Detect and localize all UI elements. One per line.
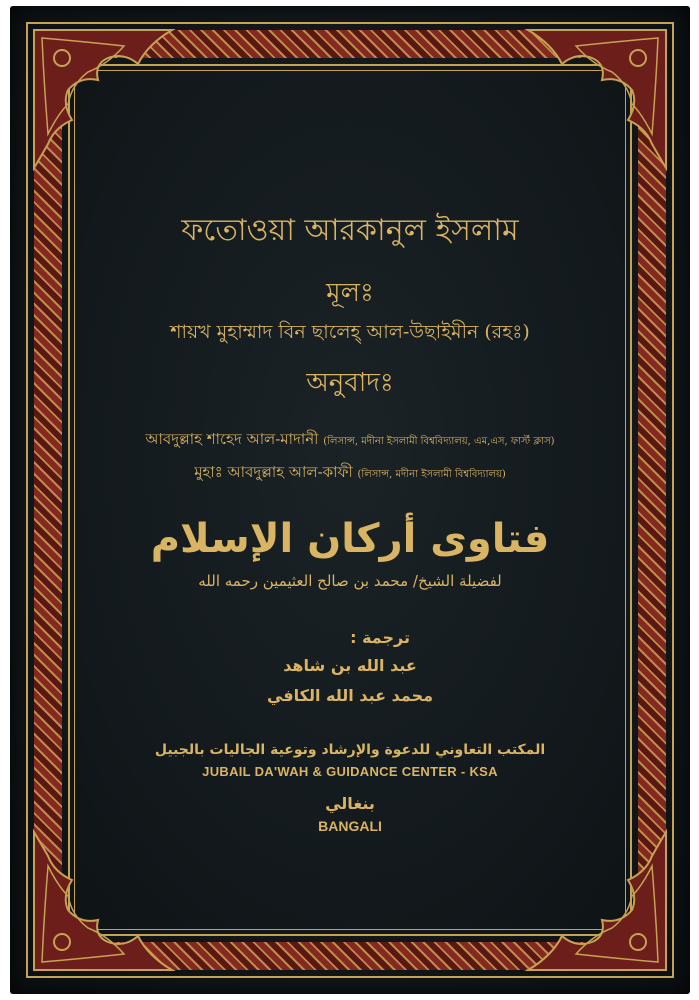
corner-ornament-icon [522, 24, 672, 174]
translator-2-note: (লিসান্স, মদীনা ইসলামী বিশ্ববিদ্যালয়) [357, 469, 506, 480]
bengali-author: শায়খ মুহাম্মাদ বিন ছালেহ্ আল-উছাইমীন (রহঃ) [170, 321, 530, 343]
english-publisher: JUBAIL DA'WAH & GUIDANCE CENTER - KSA [202, 764, 498, 779]
bengali-translation-label: অনুবাদঃ [306, 368, 394, 398]
arabic-title: فتاوى أركان الإسلام [150, 516, 550, 562]
arabic-translation-label: ترجمة : [350, 628, 410, 647]
translator-1-note: (লিসান্স, মদীনা ইসলামী বিশ্ববিদ্যালয়, এম,এস, ফার্স্ট ক্লাস) [323, 436, 555, 447]
corner-ornament-icon [28, 826, 178, 976]
book-cover [10, 6, 690, 994]
arabic-publisher: المكتب التعاوني للدعوة والإرشاد وتوعية الجاليات بالجبيل [154, 742, 546, 758]
corner-ornament-icon [28, 24, 178, 174]
english-language: BANGALI [318, 818, 382, 834]
arabic-translator-2: محمد عبد الله الكافي [266, 686, 433, 705]
ornamental-frame [26, 22, 674, 978]
bengali-original-label: মূলঃ [326, 278, 374, 308]
bengali-translator-2 [10, 461, 690, 486]
bengali-title: ফতোওয়া আরকানুল ইসলাম [181, 213, 519, 248]
arabic-author: لفضيلة الشيخ/ محمد بن صالح العثيمين رحمه الله [198, 572, 502, 590]
bengali-translator-1 [10, 428, 690, 453]
corner-ornament-icon [522, 826, 672, 976]
translator-1-name: আবদুল্লাহ শাহেদ আল-মাদানী [145, 430, 319, 448]
arabic-translator-1: عبد الله بن شاهد [283, 656, 417, 675]
translator-2-name: মুহাঃ আবদুল্লাহ আল-কাফী [194, 463, 353, 481]
arabic-language: بنغالي [325, 794, 375, 813]
